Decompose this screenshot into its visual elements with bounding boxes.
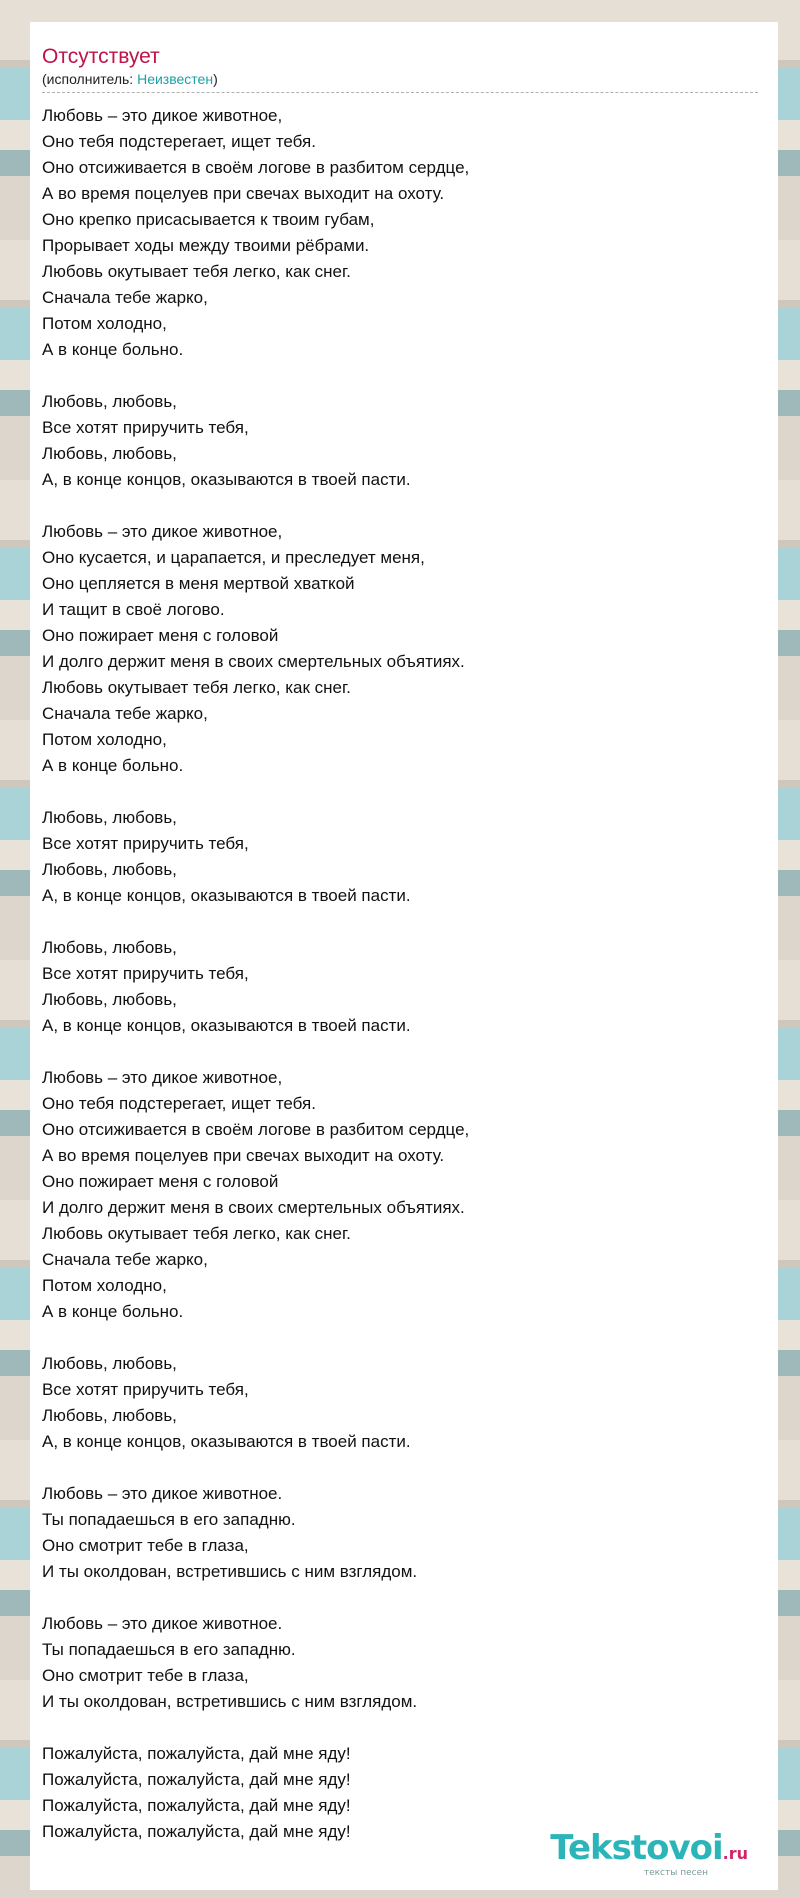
song-title: Отсутствует: [42, 45, 160, 68]
artist-prefix: (исполнитель:: [42, 71, 138, 87]
lyric-line: Оно цепляется в меня мертвой хваткой: [42, 574, 355, 593]
lyric-line: А во время поцелуев при свечах выходит на охоту.: [42, 1146, 445, 1165]
lyric-line: Потом холодно,: [42, 730, 167, 749]
stanza-break: [42, 779, 766, 805]
stanza-break: [42, 1039, 766, 1065]
lyric-line: И ты околдован, встретившись с ним взглядом.: [42, 1692, 418, 1711]
stanza-break: [42, 1585, 766, 1611]
stanza-break: [42, 1455, 766, 1481]
lyric-line: Любовь – это дикое животное,: [42, 522, 283, 541]
lyric-line: Любовь, любовь,: [42, 1406, 177, 1425]
lyric-line: Любовь окутывает тебя легко, как снег.: [42, 678, 351, 697]
lyric-line: Оно крепко присасывается к твоим губам,: [42, 210, 375, 229]
lyrics-card: [30, 22, 778, 1890]
logo-tld: .ru: [722, 1844, 748, 1863]
lyric-line: Любовь – это дикое животное.: [42, 1484, 283, 1503]
logo-wordmark: [550, 1830, 748, 1872]
lyric-line: Любовь, любовь,: [42, 1354, 177, 1373]
lyric-line: Любовь, любовь,: [42, 444, 177, 463]
lyric-line: Любовь, любовь,: [42, 860, 177, 879]
lyric-line: Оно тебя подстерегает, ищет тебя.: [42, 1094, 316, 1113]
lyric-line: Все хотят приручить тебя,: [42, 964, 249, 983]
lyric-line: Любовь – это дикое животное.: [42, 1614, 283, 1633]
lyric-line: Оно смотрит тебе в глаза,: [42, 1536, 249, 1555]
lyric-line: Любовь, любовь,: [42, 392, 177, 411]
lyric-line: Любовь, любовь,: [42, 938, 177, 957]
stanza-break: [42, 1715, 766, 1741]
lyric-line: А, в конце концов, оказываются в твоей пасти.: [42, 1432, 411, 1451]
lyric-line: Прорывает ходы между твоими рёбрами.: [42, 236, 370, 255]
lyric-line: Сначала тебе жарко,: [42, 704, 208, 723]
lyrics-text: [42, 103, 766, 1845]
lyric-line: А в конце больно.: [42, 1302, 184, 1321]
stanza-break: [42, 493, 766, 519]
lyric-line: Любовь окутывает тебя легко, как снег.: [42, 1224, 351, 1243]
lyric-line: Любовь, любовь,: [42, 990, 177, 1009]
lyric-line: Любовь – это дикое животное,: [42, 1068, 283, 1087]
lyric-line: Ты попадаешься в его западню.: [42, 1640, 296, 1659]
stanza-break: [42, 363, 766, 389]
artist-link[interactable]: Неизвестен: [137, 71, 214, 87]
lyric-line: Оно тебя подстерегает, ищет тебя.: [42, 132, 316, 151]
lyric-line: Пожалуйста, пожалуйста, дай мне яду!: [42, 1744, 351, 1763]
lyric-line: А в конце больно.: [42, 340, 184, 359]
lyric-line: А, в конце концов, оказываются в твоей пасти.: [42, 886, 411, 905]
lyric-line: Любовь – это дикое животное,: [42, 106, 283, 125]
lyric-line: А, в конце концов, оказываются в твоей пасти.: [42, 1016, 411, 1035]
lyric-line: Оно кусается, и царапается, и преследует меня,: [42, 548, 425, 567]
lyric-line: И тащит в своё логово.: [42, 600, 225, 619]
lyric-line: А, в конце концов, оказываются в твоей пасти.: [42, 470, 411, 489]
lyric-line: Любовь, любовь,: [42, 808, 177, 827]
lyric-line: Потом холодно,: [42, 1276, 167, 1295]
lyric-line: И долго держит меня в своих смертельных объятиях.: [42, 1198, 465, 1217]
lyric-line: Потом холодно,: [42, 314, 167, 333]
lyric-line: Оно смотрит тебе в глаза,: [42, 1666, 249, 1685]
lyric-line: Пожалуйста, пожалуйста, дай мне яду!: [42, 1822, 351, 1841]
lyric-line: Сначала тебе жарко,: [42, 1250, 208, 1269]
lyric-line: И ты околдован, встретившись с ним взглядом.: [42, 1562, 418, 1581]
lyric-line: Пожалуйста, пожалуйста, дай мне яду!: [42, 1796, 351, 1815]
site-logo[interactable]: [550, 1830, 748, 1878]
lyric-line: Оно пожирает меня с головой: [42, 1172, 279, 1191]
lyric-line: А в конце больно.: [42, 756, 184, 775]
lyric-line: Все хотят приручить тебя,: [42, 1380, 249, 1399]
lyric-line: Оно отсиживается в своём логове в разбитом сердце,: [42, 1120, 470, 1139]
stanza-break: [42, 1325, 766, 1351]
stanza-break: [42, 909, 766, 935]
lyric-line: Оно пожирает меня с головой: [42, 626, 279, 645]
lyric-line: Любовь окутывает тебя легко, как снег.: [42, 262, 351, 281]
lyric-line: И долго держит меня в своих смертельных объятиях.: [42, 652, 465, 671]
lyric-line: Сначала тебе жарко,: [42, 288, 208, 307]
artist-line: [42, 70, 758, 93]
lyric-line: Оно отсиживается в своём логове в разбитом сердце,: [42, 158, 470, 177]
artist-suffix: ): [213, 71, 218, 87]
lyric-line: Все хотят приручить тебя,: [42, 418, 249, 437]
lyric-line: Ты попадаешься в его западню.: [42, 1510, 296, 1529]
logo-tagline: тексты песен: [643, 1868, 708, 1878]
lyric-line: Все хотят приручить тебя,: [42, 834, 249, 853]
logo-name: Tekstovoi: [550, 1828, 723, 1868]
lyric-line: Пожалуйста, пожалуйста, дай мне яду!: [42, 1770, 351, 1789]
lyric-line: А во время поцелуев при свечах выходит на охоту.: [42, 184, 445, 203]
